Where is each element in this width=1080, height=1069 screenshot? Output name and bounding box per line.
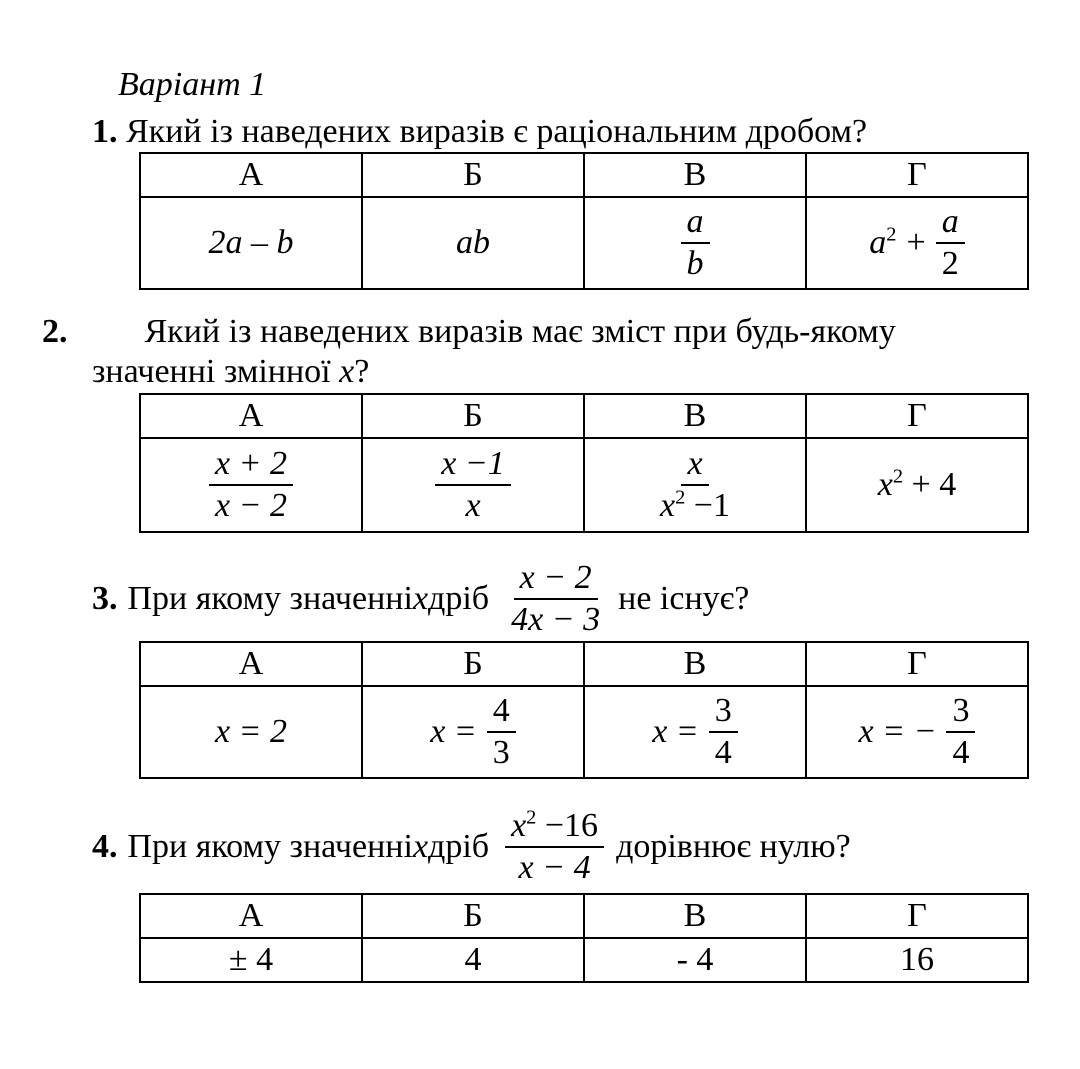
fraction-numerator: 4: [487, 693, 516, 733]
header-b: Б: [362, 153, 584, 197]
options-table-1: [139, 152, 1029, 290]
header-a: А: [140, 394, 362, 438]
option-b: [362, 438, 584, 532]
question-text-end: не існує?: [618, 579, 750, 617]
question-number: 3.: [92, 579, 118, 617]
question-2: [42, 312, 896, 352]
option-a: [140, 438, 362, 532]
fraction-denominator: x − 2: [214, 487, 288, 524]
options-table-3: [139, 641, 1029, 779]
question-text: Який із наведених виразів є раціональним дробом?: [126, 113, 868, 150]
header-a: А: [140, 642, 362, 686]
option-b: 4: [362, 938, 584, 982]
question-1: [92, 112, 867, 152]
header-d: Г: [806, 394, 1028, 438]
fraction-denominator: 2: [941, 245, 959, 282]
header-d: Г: [806, 642, 1028, 686]
question-text-mid: дріб: [428, 827, 490, 865]
plus-sign: +: [906, 224, 926, 261]
fraction-numerator: a: [681, 204, 710, 244]
fraction-denominator: 4: [714, 734, 732, 771]
fraction-numerator: a: [936, 204, 965, 244]
fraction-numerator: 3: [946, 693, 975, 733]
header-d: Г: [806, 894, 1028, 938]
header-c: В: [584, 642, 806, 686]
option-c: [584, 686, 806, 778]
fraction-denominator: x − 4: [518, 848, 591, 886]
option-d: [806, 686, 1028, 778]
header-c: В: [584, 153, 806, 197]
option-b: [362, 686, 584, 778]
question-3: [92, 560, 749, 637]
option-c: [584, 197, 806, 289]
question-number: 1.: [92, 113, 118, 150]
fraction-numerator: x + 2: [209, 446, 293, 486]
header-b: Б: [362, 394, 584, 438]
question-number: 4.: [92, 827, 118, 865]
question-variable: x: [412, 827, 429, 865]
option-c: [584, 438, 806, 532]
question-text-line-2: значенні змінної: [92, 353, 340, 390]
fraction-numerator: x −1: [435, 446, 511, 486]
question-2-line-2: [92, 352, 369, 392]
option-d: [806, 438, 1028, 532]
fraction-denominator: 4x − 3: [511, 600, 601, 638]
option-c: - 4: [584, 938, 806, 982]
header-b: Б: [362, 894, 584, 938]
fraction-denominator: 3: [492, 734, 510, 771]
term-base: a: [869, 224, 887, 261]
option-d: [806, 197, 1028, 289]
fraction-numerator: x − 2: [514, 560, 598, 600]
term-exponent: 2: [892, 465, 904, 488]
option-a: 2a – b: [140, 197, 362, 289]
fraction-denominator: 4: [952, 734, 970, 771]
question-text: При якому значенні: [127, 827, 413, 865]
question-number: 2.: [42, 313, 68, 350]
header-c: В: [584, 894, 806, 938]
option-lhs: x = −: [858, 713, 937, 750]
option-b: ab: [362, 197, 584, 289]
question-variable: x: [412, 579, 429, 617]
fraction-denominator: b: [686, 245, 704, 282]
option-a: x = 2: [140, 686, 362, 778]
question-4: [92, 808, 851, 885]
option-lhs: x =: [430, 713, 477, 750]
options-table-2: [139, 393, 1029, 533]
term-exponent: 2: [886, 223, 897, 246]
fraction-numerator: $x^2 -16$: [505, 808, 604, 848]
fraction-denominator: $x^2 -1$: [660, 486, 730, 524]
header-c: В: [584, 394, 806, 438]
question-text: При якому значенні: [127, 579, 413, 617]
question-text-end: ?: [354, 353, 370, 390]
question-text-mid: дріб: [428, 579, 490, 617]
term-rest: + 4: [903, 466, 957, 503]
question-text-end: дорівнює нулю?: [616, 827, 851, 865]
option-a: ± 4: [140, 938, 362, 982]
options-table-4: [139, 893, 1029, 983]
option-d: 16: [806, 938, 1028, 982]
header-d: Г: [806, 153, 1028, 197]
header-a: А: [140, 153, 362, 197]
question-fraction: [505, 560, 606, 637]
question-fraction: [505, 808, 604, 885]
header-a: А: [140, 894, 362, 938]
fraction-numerator: 3: [709, 693, 738, 733]
term-base: x: [877, 466, 893, 503]
header-b: Б: [362, 642, 584, 686]
question-text-line-1: Який із наведених виразів має зміст при будь-якому: [144, 313, 896, 350]
question-variable: x: [339, 353, 355, 390]
option-lhs: x =: [652, 713, 699, 750]
fraction-numerator: x: [681, 446, 708, 486]
fraction-denominator: x: [465, 487, 481, 524]
variant-title: Варіант 1: [118, 66, 267, 103]
